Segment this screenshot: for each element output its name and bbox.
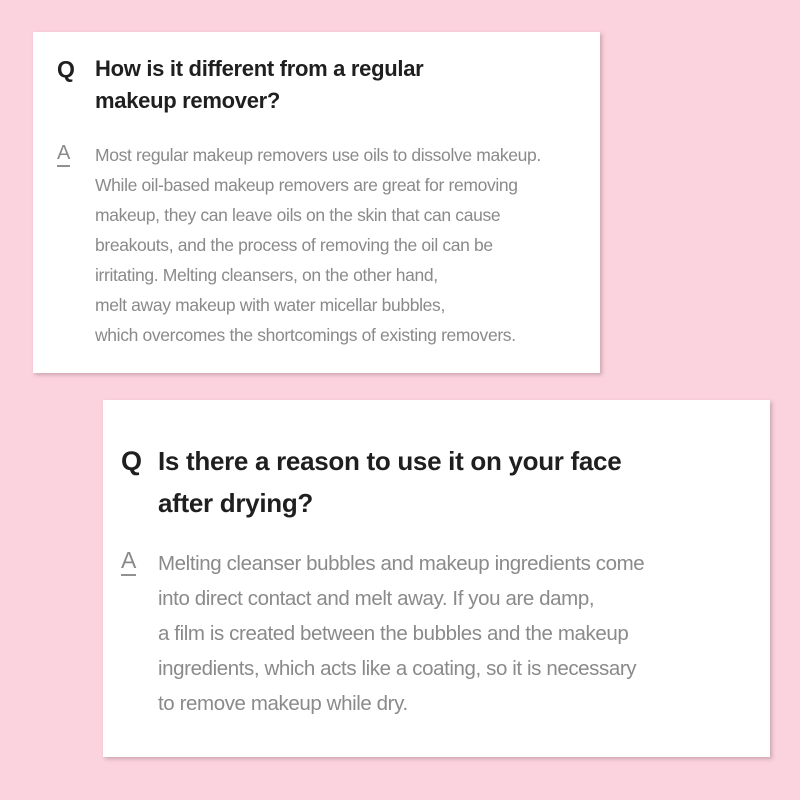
- answer-text: Melting cleanser bubbles and makeup ingredients come into direct contact and melt away. If you are damp, a film is created between the bubbles and the makeup ingredients, which acts like a coating, so it is necessary to remove makeup while dry.: [158, 552, 645, 715]
- answer-text: Most regular makeup removers use oils to dissolve makeup. While oil-based makeup removers are great for removing makeup, they can leave oils on the skin that can cause breakouts, and the process of removing the oil can be irritating. Melting cleansers, on the other hand, melt away makeup with water micellar bubbles, which overcomes the shortcomings of existing removers.: [95, 145, 541, 345]
- answer-mark-label: A: [121, 549, 136, 576]
- answer-row-2: [121, 546, 746, 721]
- qa-card-2: [103, 400, 770, 757]
- qa-card-1: [33, 32, 600, 373]
- question-text: Is there a reason to use it on your face after drying?: [158, 446, 622, 518]
- answer-row-1: [57, 140, 574, 350]
- question-row-2: [121, 440, 746, 524]
- answer-mark-label: A: [57, 143, 70, 167]
- answer-mark-wrap: [121, 546, 158, 721]
- question-text: How is it different from a regular makeup remover?: [95, 56, 424, 113]
- question-row-1: [57, 53, 574, 117]
- question-mark-label: Q: [57, 56, 75, 82]
- question-mark-label: Q: [121, 446, 143, 476]
- answer-mark-wrap: [57, 140, 95, 350]
